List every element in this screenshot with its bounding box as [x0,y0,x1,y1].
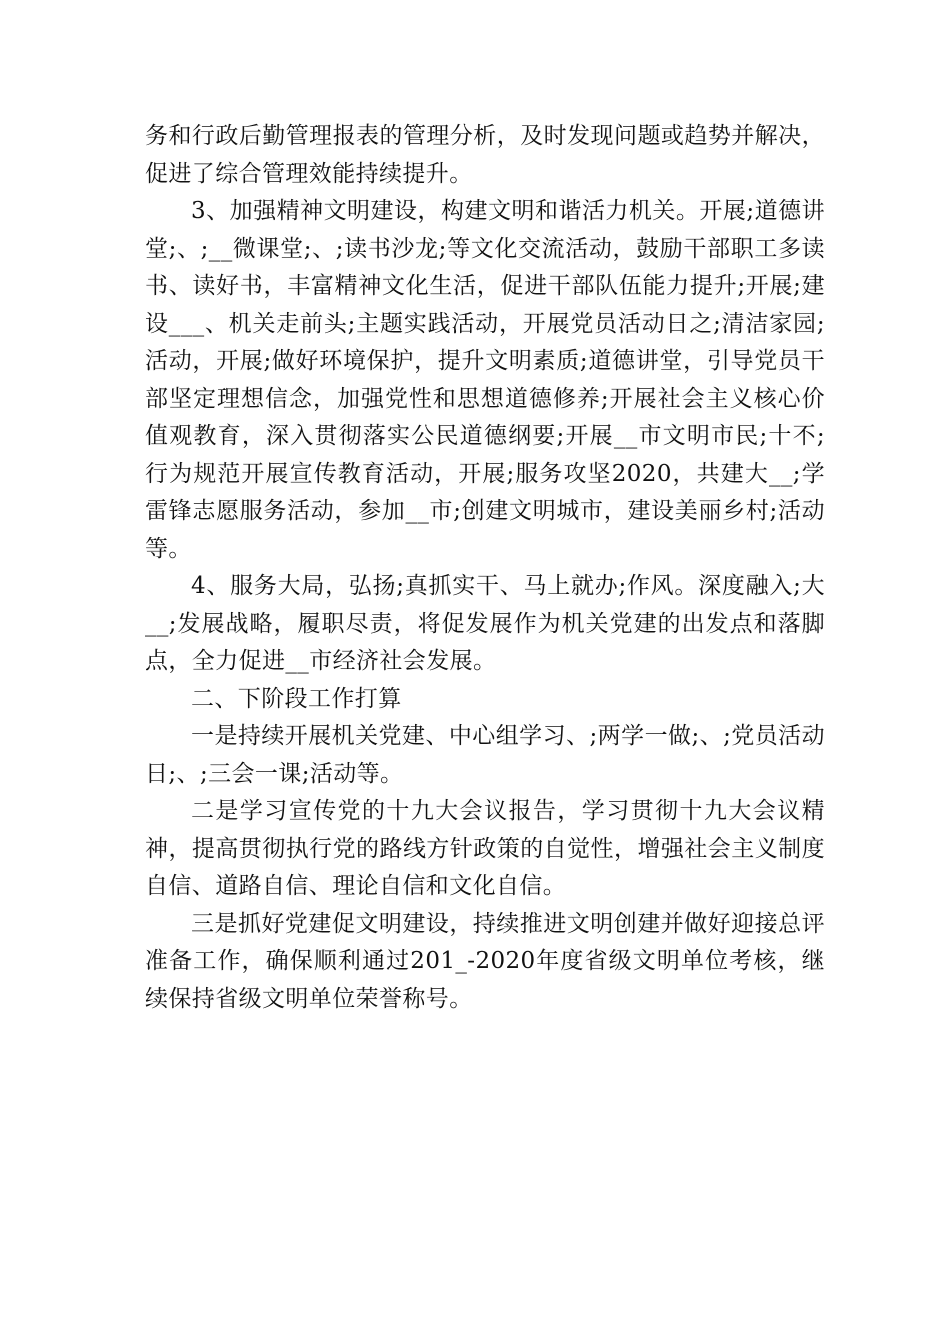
paragraph-item-3: 3、加强精神文明建设，构建文明和谐活力机关。开展;道德讲堂;、;__微课堂;、;读书沙龙;等文化交流活动，鼓励干部职工多读书、读好书，丰富精神文化生活，促进干部队伍能力提升;开展;建设___、机关走前头;主题实践活动，开展党员活动日之;清洁家园;活动，开展;做好环境保护，提升文明素质;道德讲堂，引导党员干部坚定理想信念，加强党性和思想道德修养;开展社会主义核心价值观教育，深入贯彻落实公民道德纲要;开展__市文明市民;十不;行为规范开展宣传教育活动，开展;服务攻坚2020，共建大__;学雷锋志愿服务活动，参加__市;创建文明城市，建设美丽乡村;活动等。 [145,198,825,562]
document-body [145,118,825,1018]
paragraph-continuation: 务和行政后勤管理报表的管理分析，及时发现问题或趋势并解决，促进了综合管理效能持续提升。 [145,123,825,187]
section-heading: 二、下阶段工作打算 [191,685,402,712]
paragraph-item-4: 4、服务大局，弘扬;真抓实干、马上就办;作风。深度融入;大__;发展战略，履职尽责，将促发展作为机关党建的出发点和落脚点，全力促进__市经济社会发展。 [145,573,825,674]
paragraph-plan-1: 一是持续开展机关党建、中心组学习、;两学一做;、;党员活动日;、;三会一课;活动等。 [145,723,825,787]
paragraph-plan-2: 二是学习宣传党的十九大会议报告，学习贯彻十九大会议精神，提高贯彻执行党的路线方针政策的自觉性，增强社会主义制度自信、道路自信、理论自信和文化自信。 [145,798,825,899]
paragraph-plan-3: 三是抓好党建促文明建设，持续推进文明创建并做好迎接总评准备工作，确保顺利通过201_-2020年度省级文明单位考核，继续保持省级文明单位荣誉称号。 [145,910,825,1012]
